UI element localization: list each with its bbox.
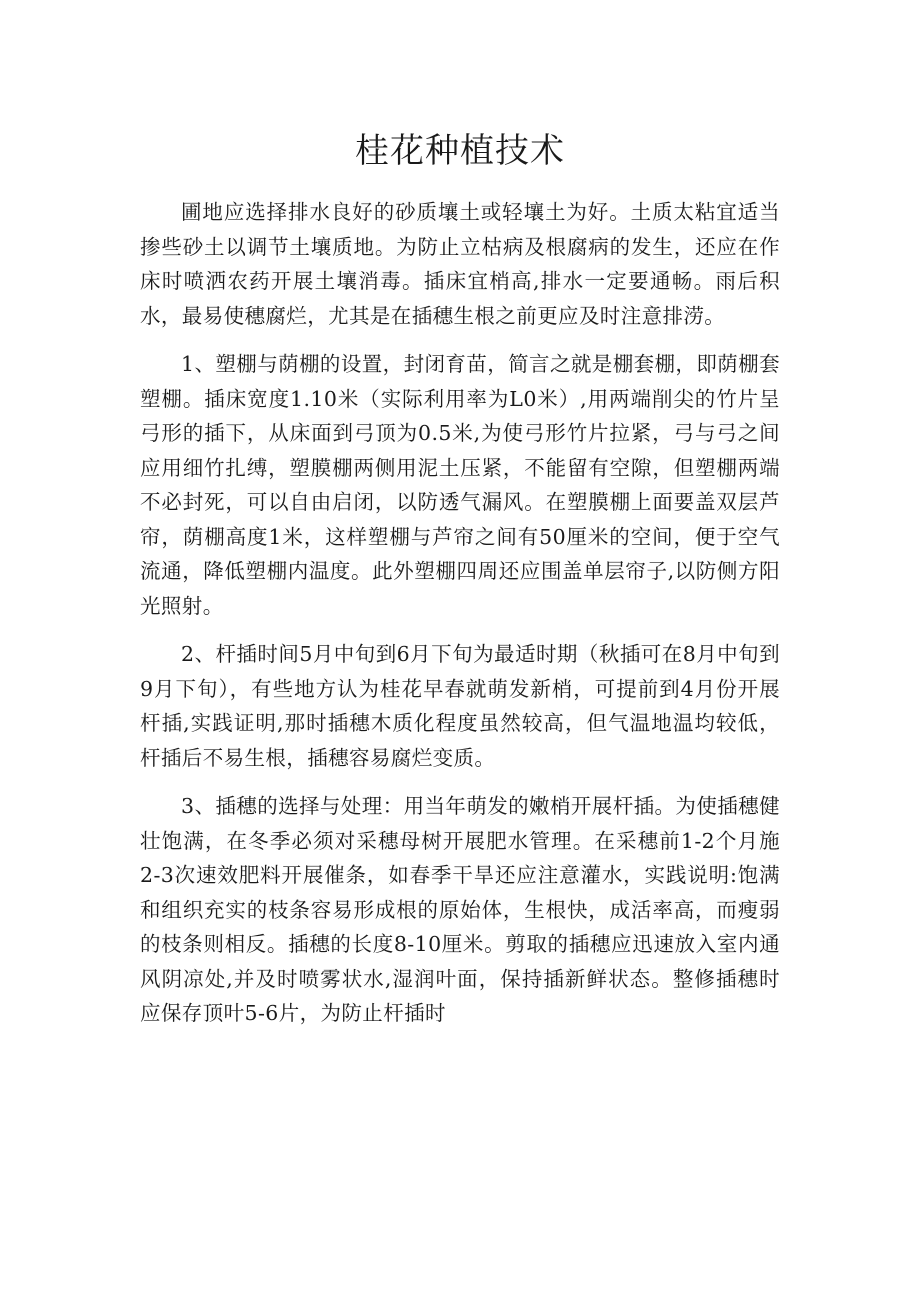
document-body bbox=[140, 195, 780, 1045]
paragraph-2-cutting-time: 2、杆插时间5月中旬到6月下旬为最适时期（秋插可在8月中旬到9月下旬），有些地方认为桂花早春就萌发新梢，可提前到4月份开展杆插,实践证明,那时插穗木质化程度虽然较高，但气温地温均较低，杆插后不易生根，插穗容易腐烂变质。 bbox=[140, 642, 780, 770]
paragraph-1-greenhouse-setup: 1、塑棚与荫棚的设置，封闭育苗，简言之就是棚套棚，即荫棚套塑棚。插床宽度1.10米（实际利用率为L0米）,用两端削尖的竹片呈弓形的插下，从床面到弓顶为0.5米,为使弓形竹片拉紧，弓与弓之间应用细竹扎缚，塑膜棚两侧用泥土压紧，不能留有空隙，但塑棚两端不必封死，可以自由启闭，以防透气漏风。在塑膜棚上面要盖双层芦帘，荫棚高度1米，这样塑棚与芦帘之间有50厘米的空间，便于空气流通，降低塑棚内温度。此外塑棚四周还应围盖单层帘子,以防侧方阳光照射。 bbox=[140, 352, 780, 618]
paragraph-intro: 圃地应选择排水良好的砂质壤土或轻壤土为好。土质太粘宜适当掺些砂土以调节土壤质地。为防止立枯病及根腐病的发生，还应在作床时喷洒农药开展土壤消毒。插床宜梢高,排水一定要通畅。雨后积水，最易使穗腐烂，尤其是在插穗生根之前更应及时注意排涝。 bbox=[140, 200, 780, 328]
paragraph-3-cutting-selection: 3、插穗的选择与处理：用当年萌发的嫩梢开展杆插。为使插穗健壮饱满，在冬季必须对采穗母树开展肥水管理。在采穗前1-2个月施2-3次速效肥料开展催条，如春季干旱还应注意灌水，实践说明:饱满和组织充实的枝条容易形成根的原始体，生根快，成活率高，而瘦弱的枝条则相反。插穗的长度8-10厘米。剪取的插穗应迅速放入室内通风阴凉处,并及时喷雾状水,湿润叶面，保持插新鲜状态。整修插穗时应保存顶叶5-6片，为防止杆插时 bbox=[140, 794, 780, 1025]
document-title: 桂花种植技术 bbox=[355, 131, 565, 171]
